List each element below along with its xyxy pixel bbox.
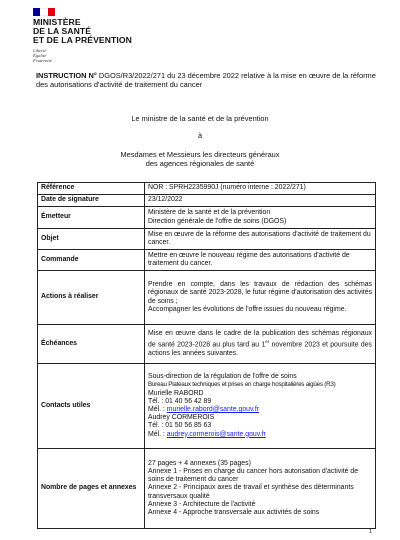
contact-mail-1: Mél. : murielle.rabord@sante.gouv.fr: [148, 406, 260, 413]
table-row: [38, 195, 376, 207]
a-line: à: [197, 131, 203, 140]
pages-count: 27 pages + 4 annexes (35 pages): [148, 459, 251, 467]
contacts-value: [145, 364, 376, 449]
table-row: [38, 325, 376, 364]
ministry-logo: [33, 8, 132, 64]
email-link-1[interactable]: murielle.rabord@sante.gouv.fr: [166, 406, 260, 413]
recipients: Mesdames et Messieurs les directeurs généraux des agences régionales de santé: [120, 150, 280, 169]
commande-label: Commande: [38, 250, 145, 271]
table-row: [38, 449, 376, 529]
french-flag-icon: [33, 8, 55, 16]
contact-service: Sous-direction de la régulation de l'offre de soins: [148, 373, 297, 381]
info-table: [37, 182, 376, 529]
echeances-label: Échéances: [38, 325, 145, 364]
date-label: Date de signature: [38, 195, 145, 207]
table-row: [38, 364, 376, 449]
table-row: [38, 271, 376, 325]
pages-label: Nombre de pages et annexes: [38, 449, 145, 529]
emetteur-value: Ministère de la santé et de la prévention Direction générale de l'offre de soins (DGOS): [145, 207, 376, 229]
contact-name-2: Audrey CORMEROIS: [148, 414, 215, 422]
contact-mail-2: Mél. : audrey.cormerois@sante.gouv.fr: [148, 430, 266, 438]
pages-value: [145, 449, 376, 529]
annex-1: Annexe 1 - Prises en charge du cancer hors autorisation d'activité de soins de traitement du cancer: [148, 467, 359, 484]
email-link-2[interactable]: audrey.cormerois@sante.gouv.fr: [166, 430, 266, 438]
actions-label: Actions à réaliser: [38, 271, 145, 325]
contact-phone-1: Tél. : 01 40 56 42 89: [148, 397, 212, 405]
contact-phone-2: Tél. : 01 50 56 85 63: [148, 422, 212, 430]
table-row: [38, 183, 376, 195]
reference-value: NOR : SPRH2235990J (numéro interne : 2022/271): [145, 183, 376, 195]
instruction-title: [36, 71, 376, 89]
annex-2: Annexe 2 - Principaux axes de travail et synthèse des déterminants transversaux qualité: [148, 484, 354, 500]
instruction-text: DGOS/R3/2022/271 du 23 décembre 2022 relative à la mise en œuvre de la réforme des autorisations d'activité de traitement du cancer: [36, 71, 376, 90]
annex-3: Annexe 3 - Architecture de l'activité: [148, 500, 256, 508]
echeances-value: Mise en œuvre dans le cadre de la publication des schémas régionaux de santé 2023-2028 au plus tard au 1er novembre 2023 et poursuite des actions les années suivantes.: [145, 325, 376, 364]
contacts-label: Contacts utiles: [38, 364, 145, 449]
instruction-label: INSTRUCTION N°: [36, 71, 97, 80]
actions-value: Prendre en compte, dans les travaux de rédaction des schémas régionaux de santé 2023-2028, le futur régime d'autorisation des activités de soins ; Accompagner les évolutions de l'offre issues du nouveau régime.: [145, 271, 376, 325]
minister-line: Le ministre de la santé et de la prévention: [131, 114, 269, 123]
ministry-name: MINISTÈRE DE LA SANTÉ ET DE LA PRÉVENTION: [33, 17, 132, 45]
objet-label: Objet: [38, 229, 145, 250]
objet-value: Mise en œuvre de la réforme des autorisations d'activité de traitement du cancer.: [145, 229, 376, 250]
emetteur-label: Émetteur: [38, 207, 145, 229]
date-value: 23/12/2022: [145, 195, 376, 207]
contact-bureau: Bureau Plateaux techniques et prises en charge hospitalières aigües (R3): [148, 381, 336, 389]
table-row: [38, 207, 376, 229]
commande-value: Mettre en œuvre le nouveau régime des autorisations d'activité de traitement du cancer.: [145, 250, 376, 271]
page-number: 1: [368, 529, 372, 535]
table-row: [38, 250, 376, 271]
table-row: [38, 229, 376, 250]
annex-4: Annexe 4 - Approche transversale aux activités de soins: [148, 509, 320, 516]
republic-motto: Liberté Égalité Fraternité: [33, 48, 52, 64]
contact-name-1: Murielle RABORD: [148, 389, 204, 397]
reference-label: Référence: [38, 183, 145, 195]
